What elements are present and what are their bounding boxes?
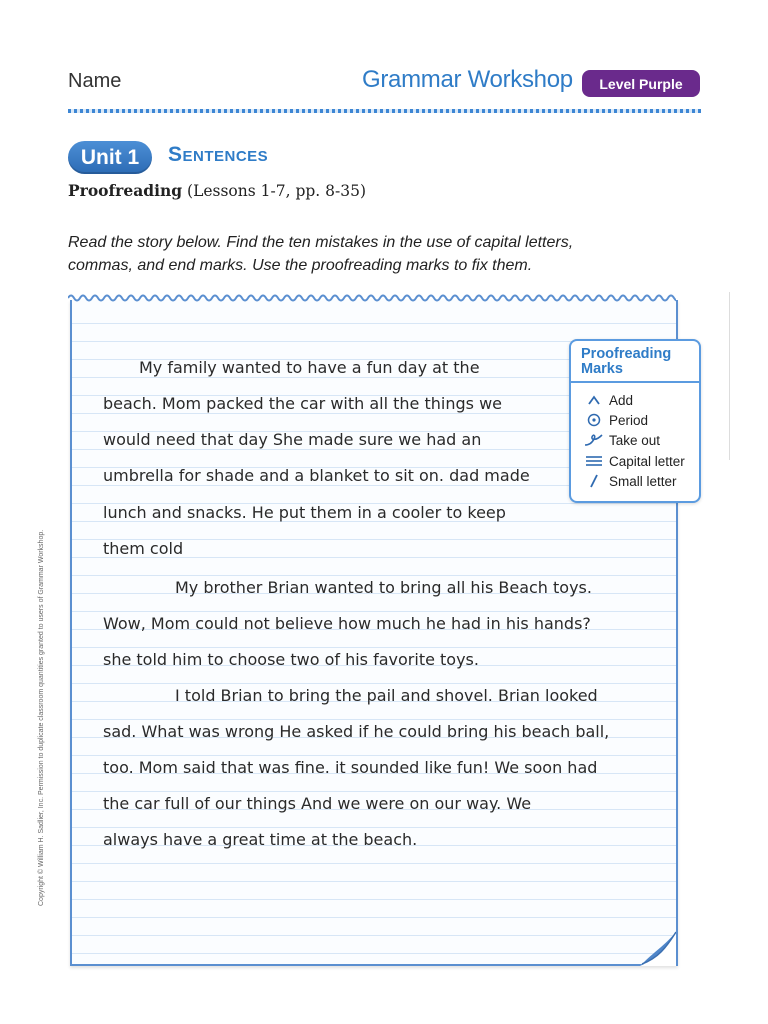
name-label: Name [68,70,122,92]
marks-divider [571,381,699,383]
mark-small-letter [579,471,677,491]
section-subtitle [68,181,366,200]
story-line: My brother Brian wanted to bring all his Beach toys. [175,578,592,597]
story-line: I told Brian to bring the pail and shovel. Brian looked [175,686,598,705]
unit-badge: Unit 1 [68,141,152,174]
story-line: the car full of our things And we were on our way. We [103,794,532,813]
mark-label: Add [609,392,634,408]
mark-take-out [579,430,660,450]
lesson-range: (Lessons 1-7, pp. 8-35) [187,182,367,200]
mark-label: Small letter [609,473,677,489]
marks-title [581,347,671,377]
slash-icon [579,474,609,488]
instructions: Read the story below. Find the ten mistakes in the use of capital letters, commas, and end marks. Use the proofreading marks to fix them. [68,234,574,274]
marks-title-line2: Marks [581,361,623,377]
copyright-notice: Copyright © William H. Sadlier, Inc. Permission to duplicate classroom quantities granted to users of Grammar Workshop. [38,529,45,906]
story-line: Wow, Mom could not believe how much he had in his hands? [103,614,591,633]
mark-label: Take out [609,432,661,448]
story-line: them cold [103,539,184,558]
mark-label: Capital letter [609,453,685,469]
marks-title-line1: Proofreading [581,346,672,362]
story-line: too. Mom said that was fine. it sounded like fun! We soon had [103,758,598,777]
story-line: My family wanted to have a fun day at the [139,358,480,377]
page-curl [640,930,676,966]
proofreading-marks-box [569,339,701,503]
header-dotted-rule [68,106,701,116]
paper-torn-edge [68,292,676,304]
story-line: umbrella for shade and a blanket to sit on. dad made [103,466,530,485]
mark-add [579,390,633,410]
story-line: she told him to choose two of his favorite toys. [103,650,479,669]
story-line: always have a great time at the beach. [103,830,418,849]
story-line: lunch and snacks. He put them in a cooler to keep [103,503,506,522]
mark-capital-letter [579,451,685,471]
take-out-icon [579,433,609,447]
caret-icon [579,394,609,406]
period-circle-icon [579,413,609,427]
story-line: would need that day She made sure we had an [103,430,482,449]
workshop-title: Grammar Workshop [362,66,573,93]
page-edge-line [729,292,730,460]
level-badge: Level Purple [582,70,700,97]
story-line: beach. Mom packed the car with all the things we [103,394,502,413]
triple-underline-icon [579,455,609,467]
mark-period [579,410,648,430]
unit-title: Sentences [168,143,269,166]
section-label: Proofreading [68,181,183,200]
story-line: sad. What was wrong He asked if he could bring his beach ball, [103,722,610,741]
mark-label: Period [609,412,649,428]
